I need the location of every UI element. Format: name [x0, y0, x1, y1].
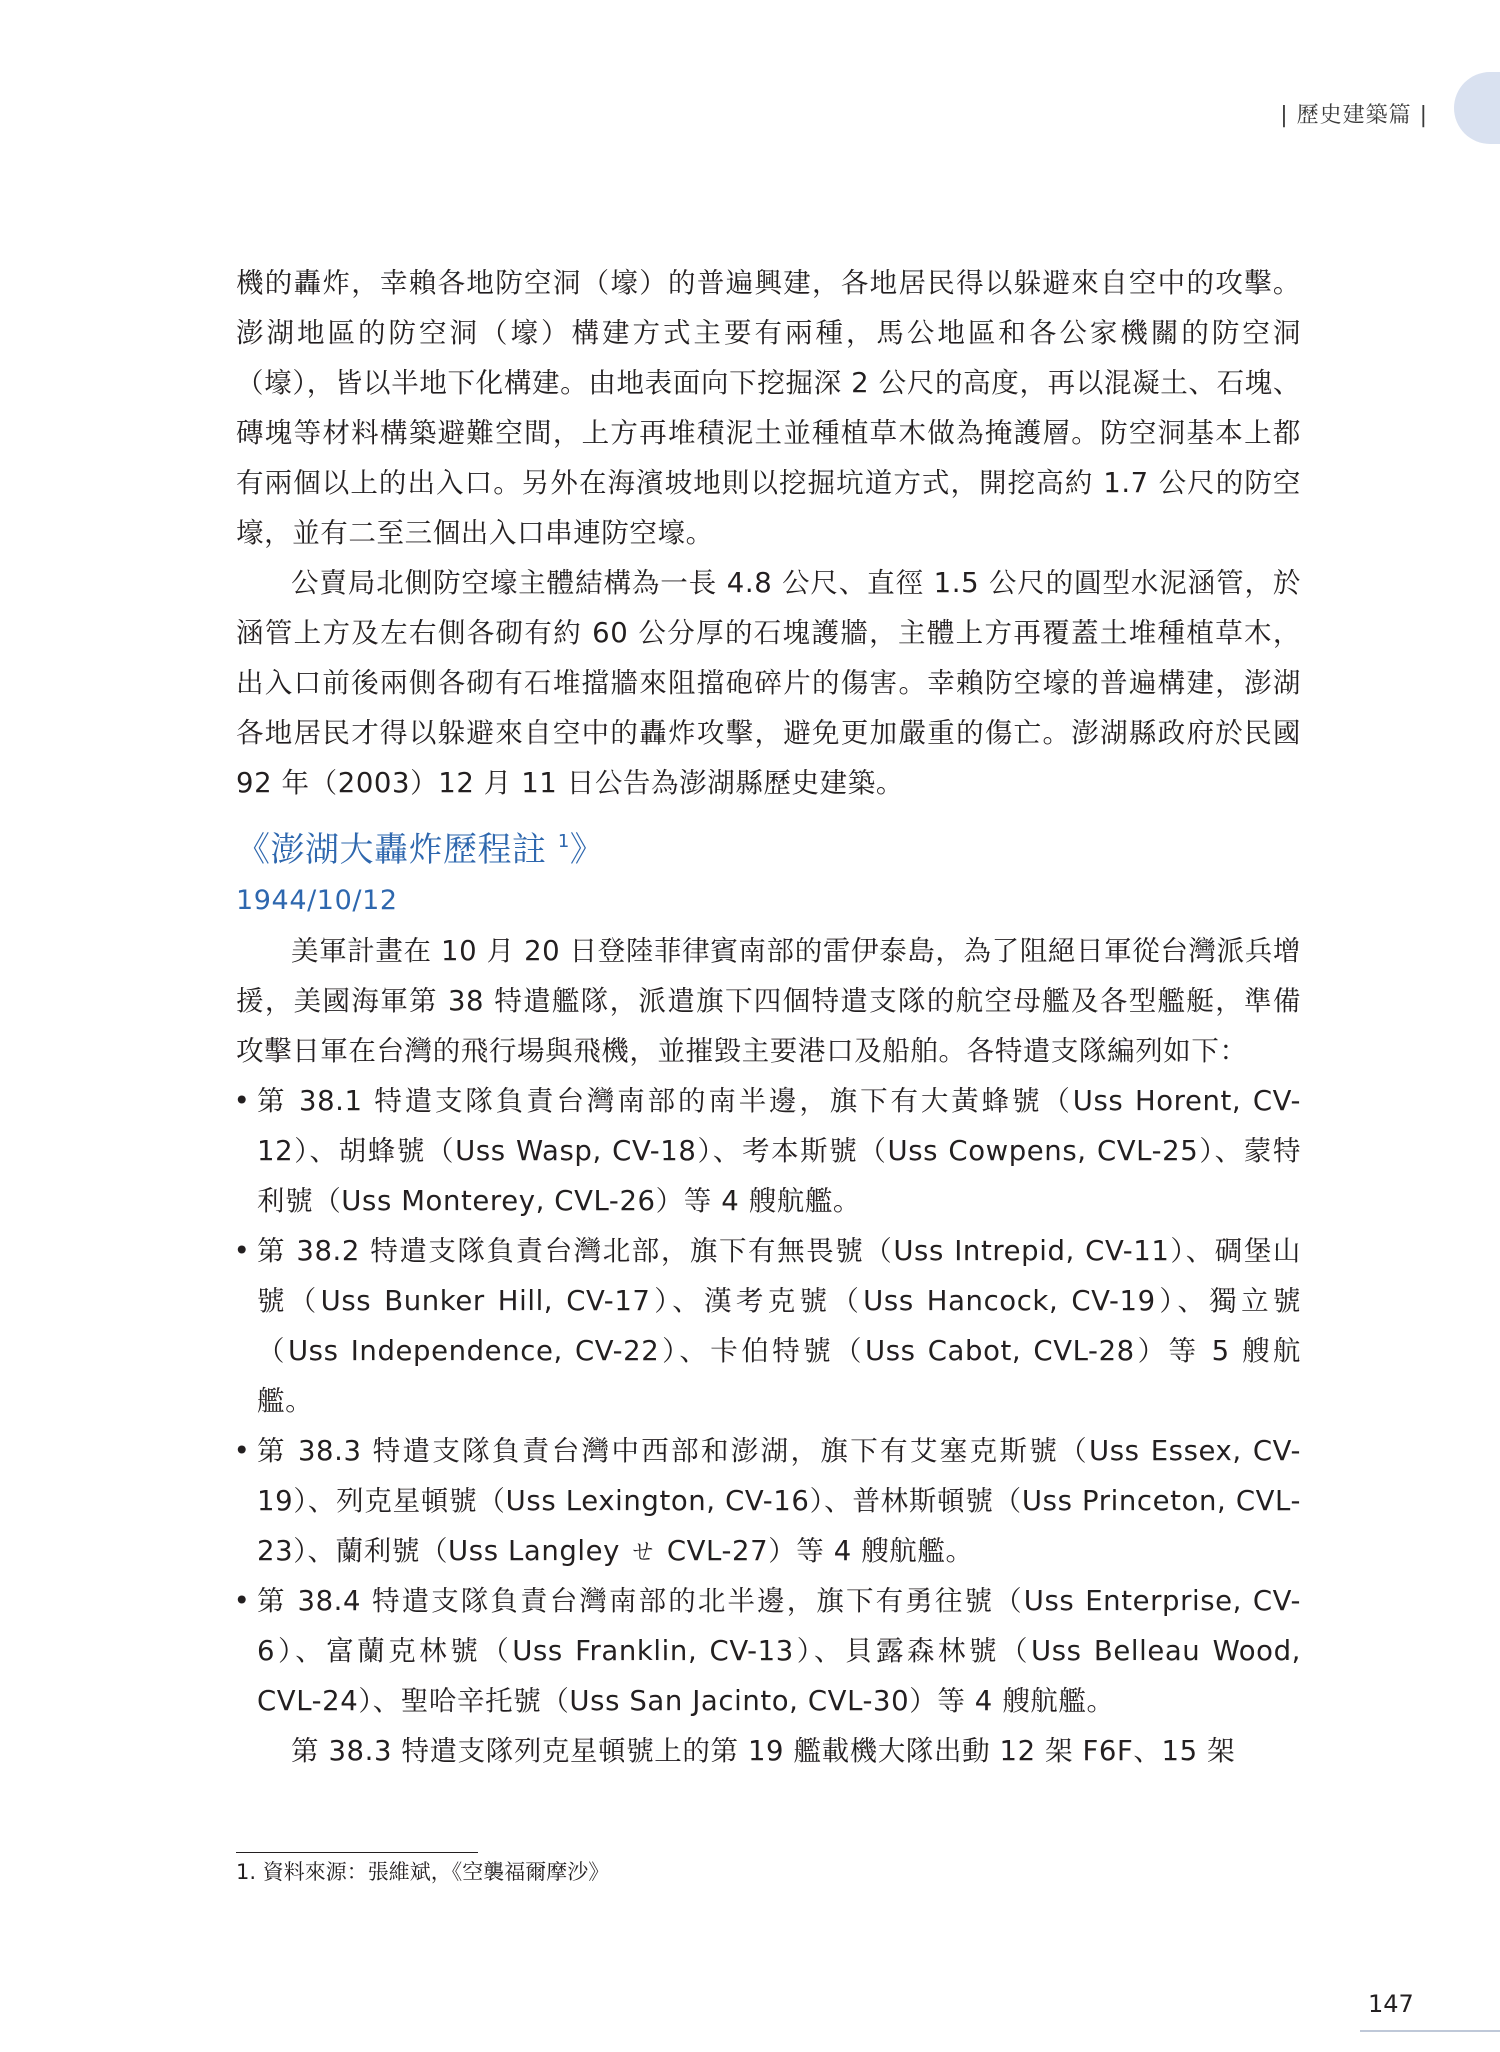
closing-paragraph: 第 38.3 特遣支隊列克星頓號上的第 19 艦載機大隊出動 12 架 F6F、15 架	[291, 1735, 1236, 1767]
footnote-ref[interactable]: 1	[557, 831, 570, 852]
bullet-icon: •	[233, 1085, 251, 1117]
bullet-icon: •	[233, 1585, 251, 1617]
list-item	[233, 1576, 1301, 1726]
list-item	[233, 1226, 1301, 1426]
section-heading	[236, 822, 1301, 878]
list-item-text: 第 38.3 特遣支隊負責台灣中西部和澎湖，旗下有艾塞克斯號（Uss Essex, CV-19）、列克星頓號（Uss Lexington, CV-16）、普林斯頓號（Uss Princeton, CVL-23）、蘭利號（Uss Langley ㄝ CVL-27）等 4 艘航艦。	[257, 1435, 1301, 1567]
bullet-icon: •	[233, 1435, 251, 1467]
list-item-text: 第 38.4 特遣支隊負責台灣南部的北半邊，旗下有勇往號（Uss Enterprise, CV-6）、富蘭克林號（Uss Franklin, CV-13）、貝露森林號（Uss Belleau Wood, CVL-24）、聖哈辛托號（Uss San Jacinto, CVL-30）等 4 艘航艦。	[257, 1585, 1301, 1717]
event-date: 1944/10/12	[236, 885, 398, 916]
intro-paragraph: 美軍計畫在 10 月 20 日登陸菲律賓南部的雷伊泰島，為了阻絕日軍從台灣派兵增援，美國海軍第 38 特遣艦隊，派遣旗下四個特遣支隊的航空母艦及各型艦艇，準備攻擊日軍在台灣的飛行場與飛機，並摧毀主要港口及船舶。各特遣支隊編列如下：	[236, 935, 1301, 1067]
page-number-rule	[1360, 2030, 1500, 2032]
section-heading-text: 《澎湖大轟炸歷程註	[236, 830, 547, 870]
bullet-icon: •	[233, 1235, 251, 1267]
main-content	[233, 258, 1301, 1776]
page-header	[980, 0, 1500, 190]
list-item-text: 第 38.2 特遣支隊負責台灣北部，旗下有無畏號（Uss Intrepid, CV-11）、碉堡山號（Uss Bunker Hill, CV-17）、漢考克號（Uss Hancock, CV-19）、獨立號（Uss Independence, CV-22）、卡伯特號（Uss Cabot, CVL-28）等 5 艘航艦。	[257, 1235, 1301, 1417]
paragraph-2: 公賣局北側防空壕主體結構為一長 4.8 公尺、直徑 1.5 公尺的圓型水泥涵管，於涵管上方及左右側各砌有約 60 公分厚的石塊護牆，主體上方再覆蓋土堆種植草木，出入口前後兩側各砌有石堆擋牆來阻擋砲碎片的傷害。幸賴防空壕的普遍構建，澎湖各地居民才得以躲避來自空中的轟炸攻擊，避免更加嚴重的傷亡。澎湖縣政府於民國 92 年（2003）12 月 11 日公告為澎湖縣歷史建築。	[236, 567, 1301, 799]
footnote: 1. 資料來源：張維斌，《空襲福爾摩沙》	[236, 1860, 610, 1884]
list-item-text: 第 38.1 特遣支隊負責台灣南部的南半邊，旗下有大黃蜂號（Uss Horent, CV-12）、胡蜂號（Uss Wasp, CV-18）、考本斯號（Uss Cowpens, CVL-25）、蒙特利號（Uss Monterey, CVL-26）等 4 艘航艦。	[257, 1085, 1301, 1217]
page-number: 147	[1368, 1990, 1414, 2018]
list-item	[233, 1426, 1301, 1576]
paragraph-1: 機的轟炸，幸賴各地防空洞（壕）的普遍興建，各地居民得以躲避來自空中的攻擊。澎湖地區的防空洞（壕）構建方式主要有兩種，馬公地區和各公家機關的防空洞（壕），皆以半地下化構建。由地表面向下挖掘深 2 公尺的高度，再以混凝土、石塊、磚塊等材料構築避難空間，上方再堆積泥土並種植草木做為掩護層。防空洞基本上都有兩個以上的出入口。另外在海濱坡地則以挖掘坑道方式，開挖高約 1.7 公尺的防空壕，並有二至三個出入口串連防空壕。	[236, 267, 1301, 549]
section-label: | 歷史建築篇 |	[1280, 103, 1428, 128]
chapter-tab	[1454, 72, 1500, 144]
section-heading-close: 》	[569, 830, 605, 870]
list-item	[233, 1076, 1301, 1226]
footnote-divider	[236, 1852, 478, 1853]
task-group-list	[233, 1076, 1301, 1726]
